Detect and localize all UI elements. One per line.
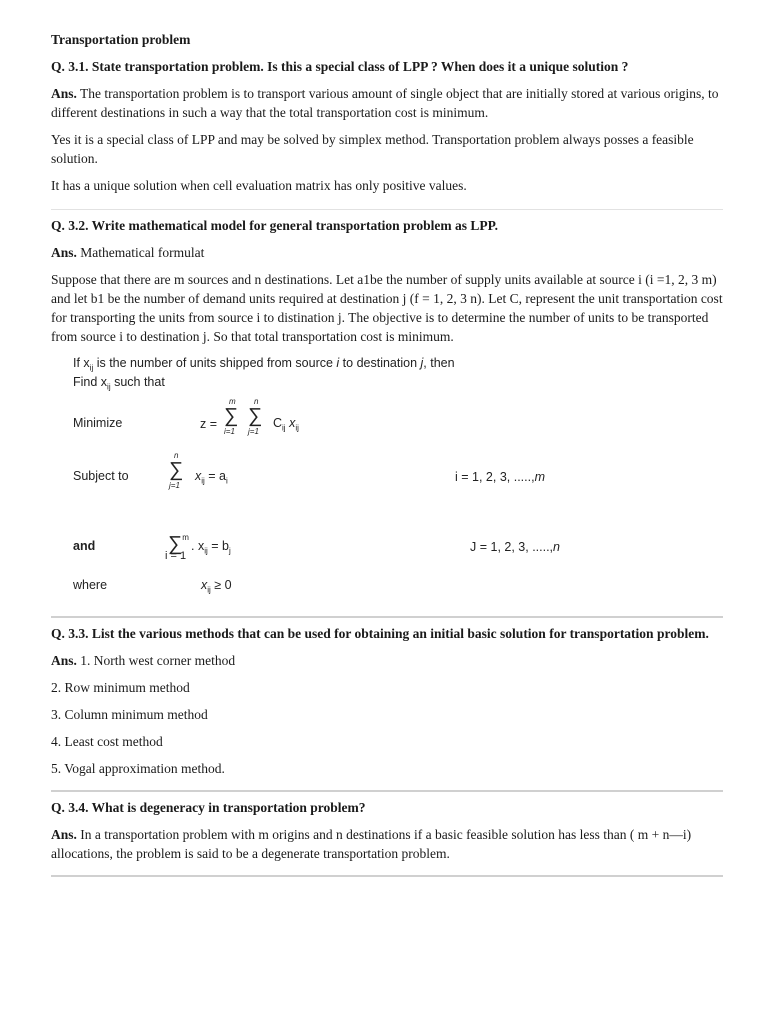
and-label: and [73,539,96,553]
question-heading: Q. 3.1. State transportation problem. Is this a special class of LPP ? When does it a unique solution ? [51,59,629,74]
question-heading: Q. 3.3. List the various methods that can be used for obtaining an initial basic solution for transportation problem. [51,626,709,641]
document-title: Transportation problem [51,32,191,47]
question-3-4 [51,798,723,863]
section-divider [51,790,723,792]
constraint2-sigma: ∑$^m$ [168,533,189,555]
answer-text: The transportation problem is to transport various amount of single object that are initially stored at various origins, to different destinations in such a way that the total transportation cost is minimum. [51,86,719,120]
question-heading: Q. 3.2. Write mathematical model for general transportation problem as LPP. [51,218,498,233]
lpp-formulation-figure [73,348,573,610]
constraint1-expression: $x_{ij} = a_i$ [195,469,228,486]
paragraph: It has a unique solution when cell evaluation matrix has only positive values. [51,178,467,193]
list-item: Ans. 1. North west corner method [51,653,236,668]
constraint2-lower: i = 1 [165,550,187,562]
section-divider [51,875,723,877]
constraint1-upper: n [174,451,179,460]
list-item: 4. Least cost method [51,734,163,749]
question-3-1 [51,57,723,195]
section-divider [51,209,723,210]
objective-term: $C_{ij}$ $x_{ij}$ [273,416,299,433]
answer-text: Mathematical formulat [76,245,205,260]
sum-upper-n: n [254,397,259,406]
sum-lower-i: i=1 [224,427,235,436]
section-divider [51,616,723,618]
answer-paragraph [51,84,723,122]
answer-paragraph [51,825,723,863]
minimize-label: Minimize [73,416,123,430]
constraint1-lower: j=1 [169,481,180,490]
list-item: 5. Vogal approximation method. [51,761,225,776]
list-item: 3. Column minimum method [51,707,208,722]
constraint2-range: J = 1, 2, 3, .....,n [470,540,560,554]
paragraph: Suppose that there are m sources and n destinations. Let a1be the number of supply units available at source i (i =1, 2, 3 m) and let b1 be the number of demand units required at destination j (f = 1, 2, 3 n). Let C, represent the unit transportation cost for transporting the units from source i to distination j. The objective is to determine the number of units to be transported from source i to destination j. So that total transportation cost is minimum. [51,272,723,344]
sigma-symbol: ∑ [248,405,263,427]
answer-label: Ans. [51,86,77,101]
formula-intro-line-2: Find $x_{ij}$ such that [73,375,165,392]
constraint2-expression: . $x_{ij} = b_j$ [191,539,231,556]
answer-text: In a transportation problem with m origins and n destinations if a basic feasible solution has less than ( m + n—i) allocations, the problem is said to be a degenerate transportation problem. [51,827,692,861]
question-3-3 [51,624,723,778]
answer-label: Ans. [51,827,77,842]
document-page [51,30,723,883]
question-3-2 [51,216,723,610]
question-heading: Q. 3.4. What is degeneracy in transportation problem? [51,800,366,815]
answer-label: Ans. [51,653,77,668]
subject-to-label: Subject to [73,469,129,483]
answer-label: Ans. [51,245,77,260]
sum-lower-j: j=1 [248,427,259,436]
formula-intro-line: If $x_{ij}$ is the number of units shipped from source i to destination j, then [73,356,455,373]
paragraph: Yes it is a special class of LPP and may be solved by simplex method. Transportation problem always posses a feasible solution. [51,132,694,166]
list-item: 2. Row minimum method [51,680,190,695]
nonnegativity-constraint: $x_{ij} \ge 0$ [201,578,232,595]
objective-z: z = [200,417,218,431]
answer-paragraph [51,243,723,262]
where-label: where [73,578,108,592]
constraint1-range: i = 1, 2, 3, .....,m [455,470,545,484]
sigma-symbol: ∑ [169,459,184,481]
sigma-symbol: ∑ [224,405,239,427]
sum-upper-m: m [229,397,236,406]
